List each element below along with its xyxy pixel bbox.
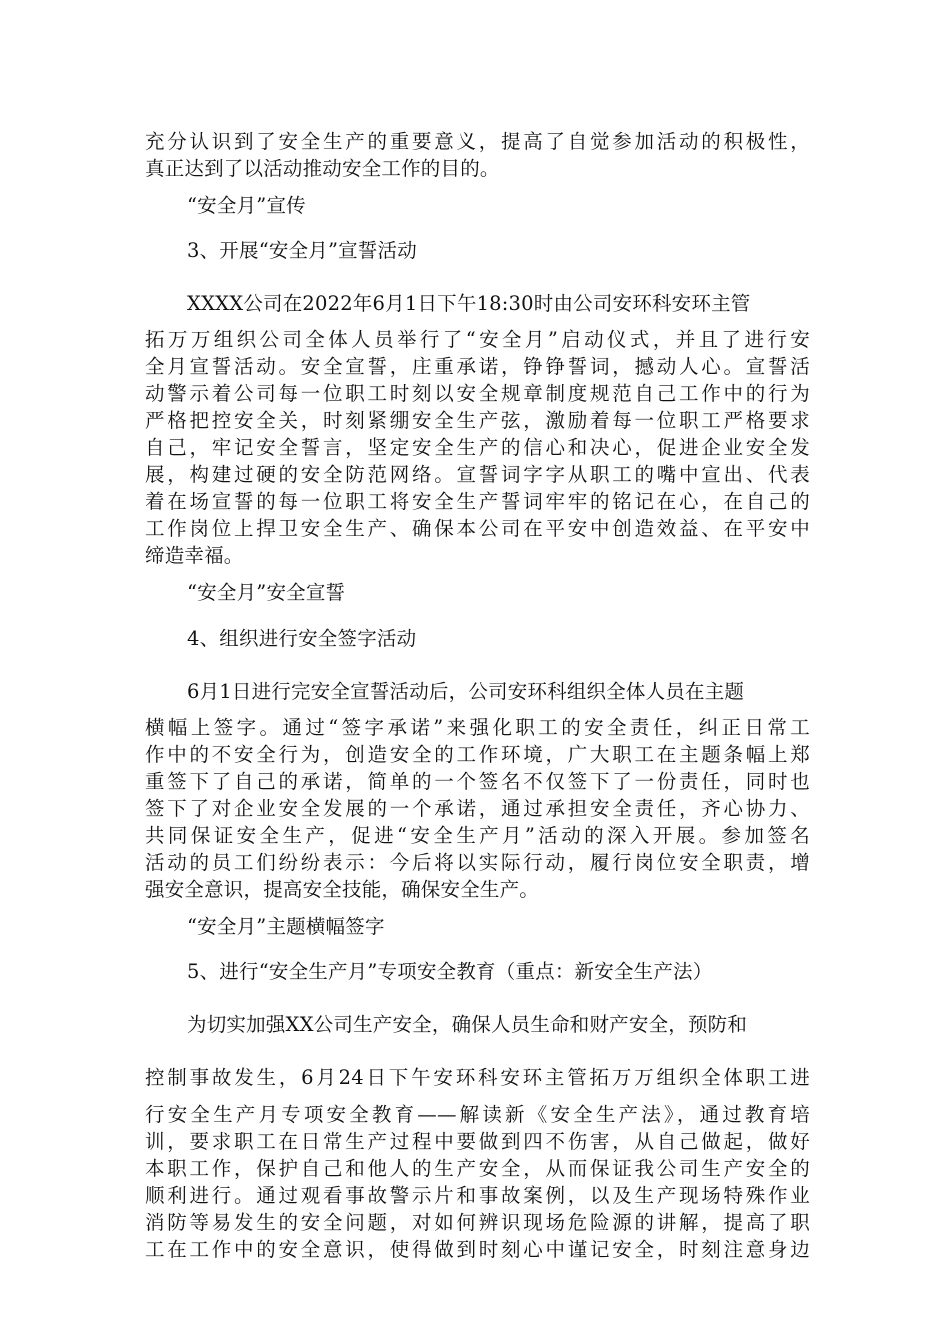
paragraph-line: 着在场宣誓的每一位职工将安全生产誓词牢牢的铭记在心，在自己的 bbox=[145, 490, 810, 513]
paragraph-line: 展，构建过硬的安全防范网络。宣誓词字字从职工的嘴中宣出、代表 bbox=[145, 463, 810, 486]
paragraph-line: 工在工作中的安全意识，使得做到时刻心中谨记安全，时刻注意身边 bbox=[145, 1238, 810, 1261]
paragraph-line: 行安全生产月专项安全教育——解读新《安全生产法》，通过教育培 bbox=[145, 1103, 810, 1126]
paragraph-line: 自己，牢记安全誓言，坚定安全生产的信心和决心，促进企业安全发 bbox=[145, 436, 810, 459]
paragraph-line: 拓万万组织公司全体人员举行了“安全月”启动仪式，并且了进行安 bbox=[145, 328, 810, 351]
paragraph-line: 消防等易发生的安全问题，对如何辨识现场危险源的讲解，提高了职 bbox=[145, 1211, 810, 1234]
paragraph-line: 控制事故发生，6月24日下午安环科安环主管拓万万组织全体职工进 bbox=[145, 1066, 810, 1089]
paragraph-line: 重签下了自己的承诺，简单的一个签名不仅签下了一份责任，同时也 bbox=[145, 770, 810, 793]
paragraph-line: 强安全意识，提高安全技能，确保安全生产。 bbox=[145, 878, 540, 901]
section-heading: 5、进行“安全生产月”专项安全教育（重点：新安全生产法） bbox=[187, 960, 713, 983]
section-heading: 3、开展“安全月”宣誓活动 bbox=[187, 239, 417, 262]
section-heading: 4、组织进行安全签字活动 bbox=[187, 627, 417, 650]
paragraph-line: 共同保证安全生产，促进“安全生产月”活动的深入开展。参加签名 bbox=[145, 824, 810, 847]
paragraph-line: 顺利进行。通过观看事故警示片和事故案例，以及生产现场特殊作业 bbox=[145, 1184, 810, 1207]
paragraph-line: 作中的不安全行为，创造安全的工作环境，广大职工在主题条幅上郑 bbox=[145, 743, 810, 766]
image-caption: “安全月”主题横幅签字 bbox=[187, 915, 385, 938]
paragraph-line: 6月1日进行完安全宣誓活动后，公司安环科组织全体人员在主题 bbox=[187, 680, 745, 703]
paragraph-line: 横幅上签字。通过“签字承诺”来强化职工的安全责任，纠正日常工 bbox=[145, 716, 810, 739]
paragraph-line: 缔造幸福。 bbox=[145, 544, 244, 567]
paragraph-line: 真正达到了以活动推动安全工作的目的。 bbox=[145, 157, 500, 180]
paragraph-line: 充分认识到了安全生产的重要意义，提高了自觉参加活动的积极性， bbox=[145, 130, 810, 153]
image-caption: “安全月”安全宣誓 bbox=[187, 581, 346, 604]
paragraph-line: 签下了对企业安全发展的一个承诺，通过承担安全责任，齐心协力、 bbox=[145, 797, 810, 820]
paragraph-line: 训，要求职工在日常生产过程中要做到四不伤害，从自己做起，做好 bbox=[145, 1130, 810, 1153]
paragraph-line: 本职工作，保护自己和他人的生产安全，从而保证我公司生产安全的 bbox=[145, 1157, 810, 1180]
paragraph-line: 严格把控安全关，时刻紧绷安全生产弦，激励着每一位职工严格要求 bbox=[145, 409, 810, 432]
paragraph-line: 活动的员工们纷纷表示：今后将以实际行动，履行岗位安全职责，增 bbox=[145, 851, 810, 874]
paragraph-line: 工作岗位上捍卫安全生产、确保本公司在平安中创造效益、在平安中 bbox=[145, 517, 810, 540]
paragraph-line: 动警示着公司每一位职工时刻以安全规章制度规范自己工作中的行为 bbox=[145, 382, 810, 405]
paragraph-line: XXXX公司在2022年6月1日下午18:30时由公司安环科安环主管 bbox=[187, 292, 751, 315]
image-caption: “安全月”宣传 bbox=[187, 194, 306, 217]
paragraph-line: 为切实加强XX公司生产安全，确保人员生命和财产安全，预防和 bbox=[187, 1013, 748, 1036]
paragraph-line: 全月宣誓活动。安全宣誓，庄重承诺，铮铮誓词，撼动人心。宣誓活 bbox=[145, 355, 810, 378]
